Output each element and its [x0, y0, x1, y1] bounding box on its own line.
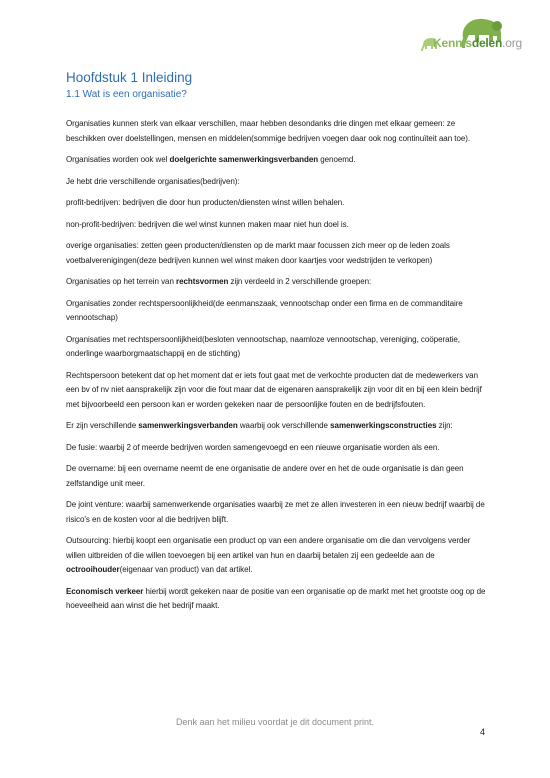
- paragraph-other: overige organisaties: zetten geen producten/diensten op de markt maar focussen zich meer op de leden zoals voetbalverenigingen(deze bedrijven kunnen wel winst maken door kaartjes voor wedstrijden te verkopen): [66, 241, 450, 265]
- section-heading: 1.1 Wat is een organisatie?: [66, 89, 187, 100]
- paragraph-types-intro: Je hebt drie verschillende organisaties(bedrijven):: [66, 176, 240, 186]
- paragraph-takeover: De overname: bij een overname neemt de ene organisatie de andere over en het de oude organisatie is dan geen zelfstandige unit meer.: [66, 464, 464, 488]
- chapter-heading: Hoofdstuk 1 Inleiding: [66, 70, 193, 85]
- paragraph-economic-traffic: Economisch verkeer hierbij wordt gekeken naar de positie van een organisatie op de markt met het grootste oog op de hoeveelheid aan winst die het bedrijf maakt.: [66, 586, 486, 610]
- paragraph-with-legal-personality: Organisaties met rechtspersoonlijkheid(besloten vennootschap, naamloze vennootschap, vereniging, coöperatie, onderlinge waarborgmaatschappij en de stichting): [66, 334, 460, 358]
- logo-text-kennis: Kennis: [433, 36, 472, 50]
- paragraph-profit: profit-bedrijven: bedrijven die door hun producten/diensten winst willen behalen.: [66, 198, 345, 207]
- document-content: [66, 70, 486, 621]
- paragraph-legal-forms: Organisaties op het terrein van rechtsvormen zijn verdeeld in 2 verschillende groepen:: [66, 277, 372, 286]
- paragraph-cooperation: Er zijn verschillende samenwerkingsverbanden waarbij ook verschillende samenwerkingsconstructies zijn:: [66, 421, 453, 430]
- paragraph-merger: De fusie: waarbij 2 of meerde bedrijven worden samengevoegd en een nieuwe organisatie worden als een.: [66, 442, 440, 452]
- page-number: 4: [480, 727, 486, 737]
- paragraph-without-legal-personality: Organisaties zonder rechtspersoonlijkheid(de eenmanszaak, vennootschap onder een firma en de commanditaire vennootschap): [66, 298, 463, 322]
- paragraph-outsourcing: Outsourcing: hierbij koopt een organisatie een product op van een andere organisatie om die dan vervolgens verder willen uitbreiden of die willen toevoegen bij een artikel van hun en daarbij betalen zij een gedeelde aan de octrooihouder(eigenaar van product) van dat artikel.: [66, 536, 471, 574]
- paragraph-definition: Organisaties worden ook wel doelgerichte samenwerkingsverbanden genoemd.: [66, 155, 356, 164]
- logo-text-org: .org: [502, 36, 523, 50]
- paragraph-non-profit: non-profit-bedrijven: bedrijven die wel winst kunnen maken maar niet hun doel is.: [66, 219, 349, 229]
- logo-text-delen: delen: [471, 36, 503, 50]
- paragraph-joint-venture: De joint venture: waarbij samenwerkende organisaties waarbij ze met ze allen investeren in een nieuw bedrijf waarbij de risico's en de kosten voor al die bedrijven blijft.: [66, 500, 485, 524]
- paragraph-intro: Organisaties kunnen sterk van elkaar verschillen, maar hebben desondanks drie dingen met elkaar gemeen: ze beschikken over doelstellingen, mensen en middelen(sommige bedrijven voegen daar ook nog continuïteit aan toe).: [66, 119, 471, 143]
- kennisdelen-logo: [405, 8, 535, 56]
- footer-environment-note: Denk aan het milieu voordat je dit document print.: [175, 717, 375, 727]
- document-body: [66, 117, 486, 614]
- paragraph-legal-person: Rechtspersoon betekent dat op het moment dat er iets fout gaat met de verkochte producten dat de medewerkers van een bv of nv niet aansprakelijk zijn voor die fout maar dat de eigenaren aansprakelijk zijn voor dit en bij een klein bedrijf met bijvoorbeeld een persoon kan er worden gekeken naar de persoonlijke fouten en de bedrijfsfouten.: [66, 370, 482, 409]
